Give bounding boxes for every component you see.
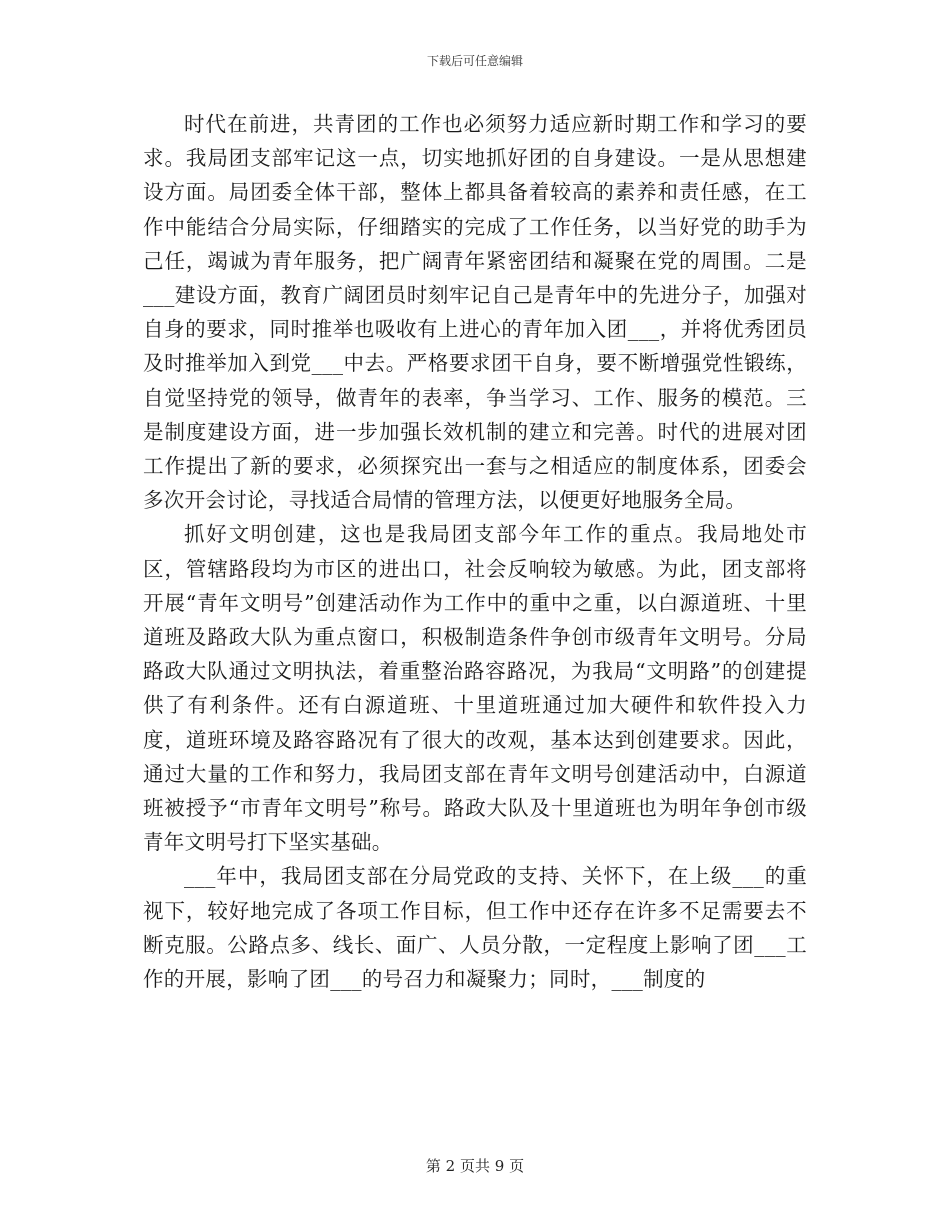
page-number: 第 2 页共 9 页 — [425, 1157, 525, 1175]
paragraph-2: 抓好文明创建，这也是我局团支部今年工作的重点。我局地处市区，管辖路段均为市区的进出口，社会反响较为敏感。为此，团支部将开展“青年文明号”创建活动作为工作中的重中之重，以白源道班、十里道班及路政大队为重点窗口，积极制造条件争创市级青年文明号。分局路政大队通过文明执法，着重整治路容路况，为我局“文明路”的创建提供了有利条件。还有白源道班、十里道班通过加大硬件和软件投入力度，道班环境及路容路况有了很大的改观，基本达到创建要求。因此，通过大量的工作和努力，我局团支部在青年文明号创建活动中，白源道班被授予“市青年文明号”称号。路政大队及十里道班也为明年争创市级青年文明号打下坚实基础。 — [143, 522, 807, 855]
document-body — [143, 107, 807, 996]
paragraph-1: 时代在前进，共青团的工作也必须努力适应新时期工作和学习的要求。我局团支部牢记这一点，切实地抓好团的自身建设。一是从思想建设方面。局团委全体干部，整体上都具备着较高的素养和责任感，在工作中能结合分局实际，仔细踏实的完成了工作任务，以当好党的助手为己任，竭诚为青年服务，把广阔青年紧密团结和凝聚在党的周围。二是___建设方面，教育广阔团员时刻牢记自己是青年中的先进分子，加强对自身的要求，同时推举也吸收有上进心的青年加入团___，并将优秀团员及时推举加入到党___中去。严格要求团干自身，要不断增强党性锻练，自觉坚持党的领导，做青年的表率，争当学习、工作、服务的模范。三是制度建设方面，进一步加强长效机制的建立和完善。时代的进展对团工作提出了新的要求，必须探究出一套与之相适应的制度体系，团委会多次开会讨论，寻找适合局情的管理方法，以便更好地服务全局。 — [143, 112, 807, 513]
paragraph-3: ___年中，我局团支部在分局党政的支持、关怀下，在上级___的重视下，较好地完成了各项工作目标，但工作中还存在许多不足需要去不断克服。公路点多、线长、面广、人员分散，一定程度上影响了团___工作的开展，影响了团___的号召力和凝聚力；同时，___制度的 — [143, 864, 807, 992]
page-header: 下载后可任意编辑 — [426, 54, 523, 68]
